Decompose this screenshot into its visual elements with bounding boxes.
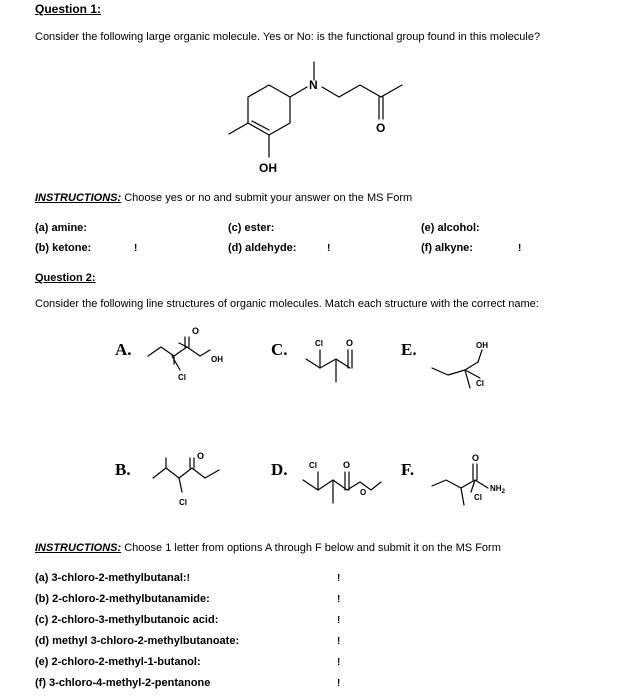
svg-text:O: O xyxy=(343,460,351,470)
svg-text:Cl: Cl xyxy=(474,493,482,502)
q2-name-b-answer[interactable]: ! xyxy=(337,594,341,605)
svg-text:NH2: $NH_2$ xyxy=(490,484,505,495)
svg-text:Cl: Cl xyxy=(178,373,186,382)
structure-c-letter: C. xyxy=(271,340,288,359)
svg-text:O: O xyxy=(360,488,367,497)
q1-option-b: (b) ketone: xyxy=(35,242,92,254)
q1-option-d-answer[interactable]: ! xyxy=(327,243,331,254)
q2-name-a-inline-mark[interactable]: ! xyxy=(186,573,190,584)
q2-name-d: (d) methyl 3-chloro-2-methylbutanoate: xyxy=(35,635,240,647)
q1-option-a: (a) amine: xyxy=(35,222,87,234)
q2-name-e: (e) 2-chloro-2-methyl-1-butanol: xyxy=(35,656,201,668)
q2-name-e-answer[interactable]: ! xyxy=(337,657,341,668)
q2-name-c: (c) 2-chloro-3-methylbutanoic acid: xyxy=(35,614,219,626)
q2-name-a-answer[interactable]: ! xyxy=(337,573,341,584)
svg-text:O: O xyxy=(472,453,480,463)
svg-text:O: O xyxy=(192,326,200,336)
svg-text:O: O xyxy=(197,451,205,461)
q1-heading: Question 1: xyxy=(35,2,102,16)
svg-text:O: O xyxy=(346,338,354,348)
q1-option-f-answer[interactable]: ! xyxy=(518,243,522,254)
q2-instructions xyxy=(35,542,501,554)
q2-name-b: (b) 2-chloro-2-methylbutanamide: xyxy=(35,593,210,605)
q1-prompt: Consider the following large organic molecule. Yes or No: is the functional group found in this molecule? xyxy=(35,31,541,43)
oh-atom: OH xyxy=(259,161,277,175)
q1-option-d: (d) aldehyde: xyxy=(228,242,297,254)
structure-d-letter: D. xyxy=(271,460,288,479)
structure-f-letter: F. xyxy=(401,460,415,479)
q2-name-f: (f) 3-chloro-4-methyl-2-pentanone xyxy=(35,677,211,689)
q2-prompt: Consider the following line structures of organic molecules. Match each structure with the correct name: xyxy=(35,298,539,310)
svg-text:Cl: Cl xyxy=(309,461,317,470)
q2-name-a: (a) 3-chloro-2-methylbutanal:! xyxy=(35,572,190,584)
structure-b-letter: B. xyxy=(115,460,131,479)
q1-option-c: (c) ester: xyxy=(228,222,275,234)
structure-a-letter: A. xyxy=(115,340,132,359)
q1-instructions-text: Choose yes or no and submit your answer on the MS Form xyxy=(121,192,413,204)
q2-instructions-text: Choose 1 letter from options A through F below and submit it on the MS Form xyxy=(121,542,501,554)
q2-name-c-answer[interactable]: ! xyxy=(337,615,341,626)
q1-option-b-answer[interactable]: ! xyxy=(134,243,138,254)
q2-name-d-answer[interactable]: ! xyxy=(337,636,341,647)
q2-instructions-label: INSTRUCTIONS: xyxy=(35,542,122,554)
svg-text:OH: OH xyxy=(211,355,223,364)
q1-option-e: (e) alcohol: xyxy=(421,222,480,234)
q1-instructions-label: INSTRUCTIONS: xyxy=(35,192,122,204)
q2-name-f-answer[interactable]: ! xyxy=(337,678,341,689)
q2-heading: Question 2: xyxy=(35,272,96,284)
svg-text:Cl: Cl xyxy=(179,498,187,507)
q1-option-f: (f) alkyne: xyxy=(421,242,473,254)
svg-text:Cl: Cl xyxy=(476,379,484,388)
svg-text:OH: OH xyxy=(476,341,488,350)
n-atom: N xyxy=(309,78,318,92)
o-atom: O xyxy=(376,121,386,135)
svg-text:Cl: Cl xyxy=(315,339,323,348)
structure-e-letter: E. xyxy=(401,340,417,359)
